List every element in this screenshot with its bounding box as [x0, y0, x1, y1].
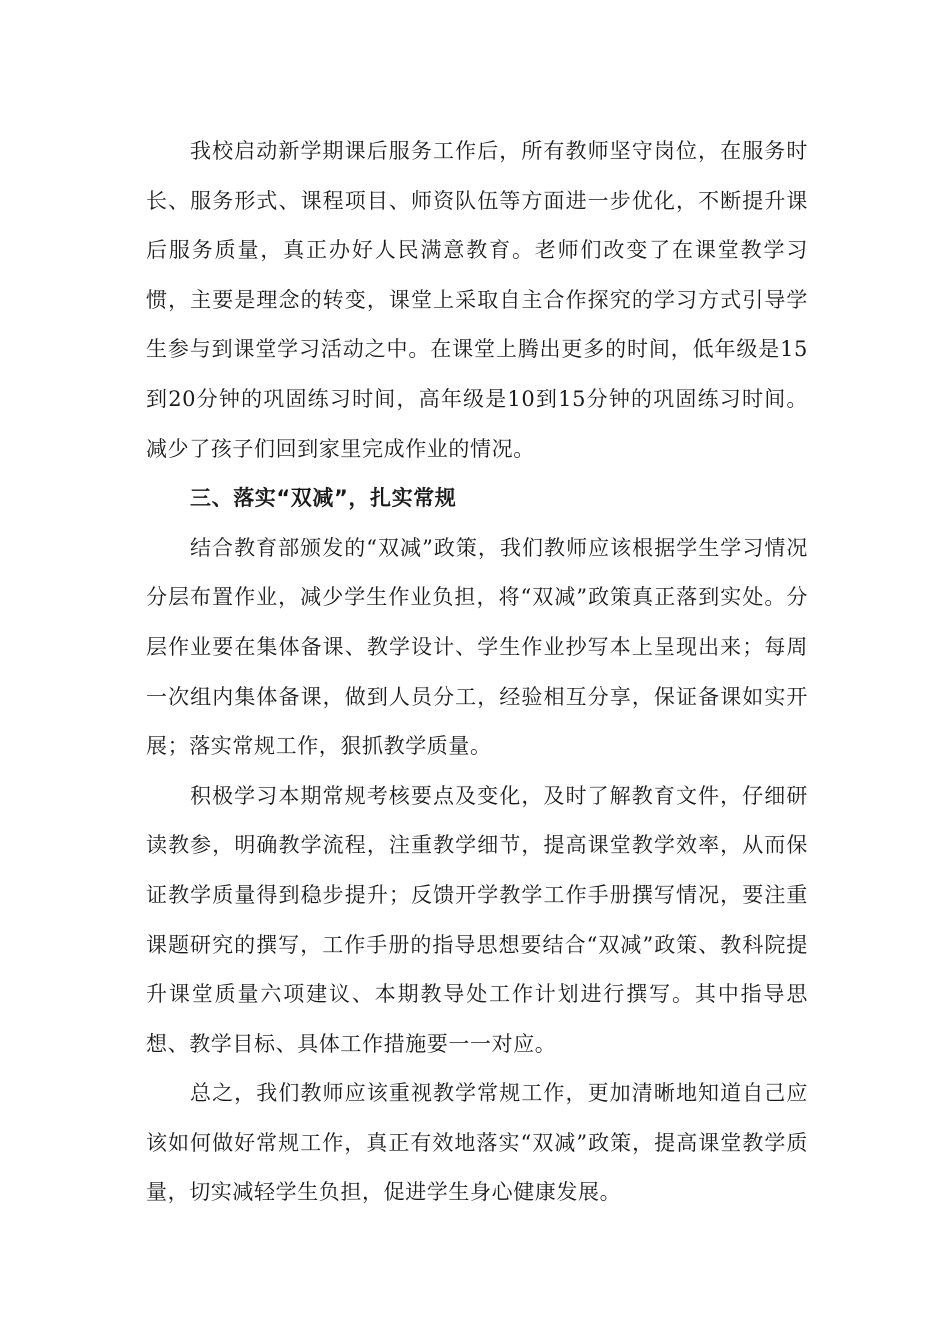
paragraph-conclusion: 总之，我们教师应该重视教学常规工作，更加清晰地知道自己应该如何做好常规工作，真正有效地落实“双减”政策，提高课堂教学质量，切实减轻学生负担，促进学生身心健康发展。	[146, 1081, 808, 1205]
paragraph-after-school-service: 我校启动新学期课后服务工作后，所有教师坚守岗位，在服务时长、服务形式、课程项目、师资队伍等方面进一步优化，不断提升课后服务质量，真正办好人民满意教育。老师们改变了在课堂教学习惯，主要是理念的转变，课堂上采取自主合作探究的学习方式引导学生参与到课堂学习活动之中。在课堂上腾出更多的时间，低年级是15到20分钟的巩固练习时间，高年级是10到15分钟的巩固练习时间。减少了孩子们回到家里完成作业的情况。	[146, 139, 808, 461]
document-body	[146, 127, 808, 1218]
paragraph-layered-homework: 结合教育部颁发的“双减”政策，我们教师应该根据学生学习情况分层布置作业，减少学生作业负担，将“双减”政策真正落到实处。分层作业要在集体备课、教学设计、学生作业抄写本上呈现出来；每周一次组内集体备课，做到人员分工，经验相互分享，保证备课如实开展；落实常规工作，狠抓教学质量。	[146, 535, 808, 759]
paragraph-routine-assessment: 积极学习本期常规考核要点及变化，及时了解教育文件，仔细研读教参，明确教学流程，注重教学细节，提高课堂教学效率，从而保证教学质量得到稳步提升；反馈开学教学工作手册撰写情况，要注重课题研究的撰写，工作手册的指导思想要结合“双减”政策、教科院提升课堂质量六项建议、本期教导处工作计划进行撰写。其中指导思想、教学目标、具体工作措施要一一对应。	[146, 783, 808, 1056]
section-heading-double-reduction: 三、落实“双减”，扎实常规	[190, 486, 457, 511]
